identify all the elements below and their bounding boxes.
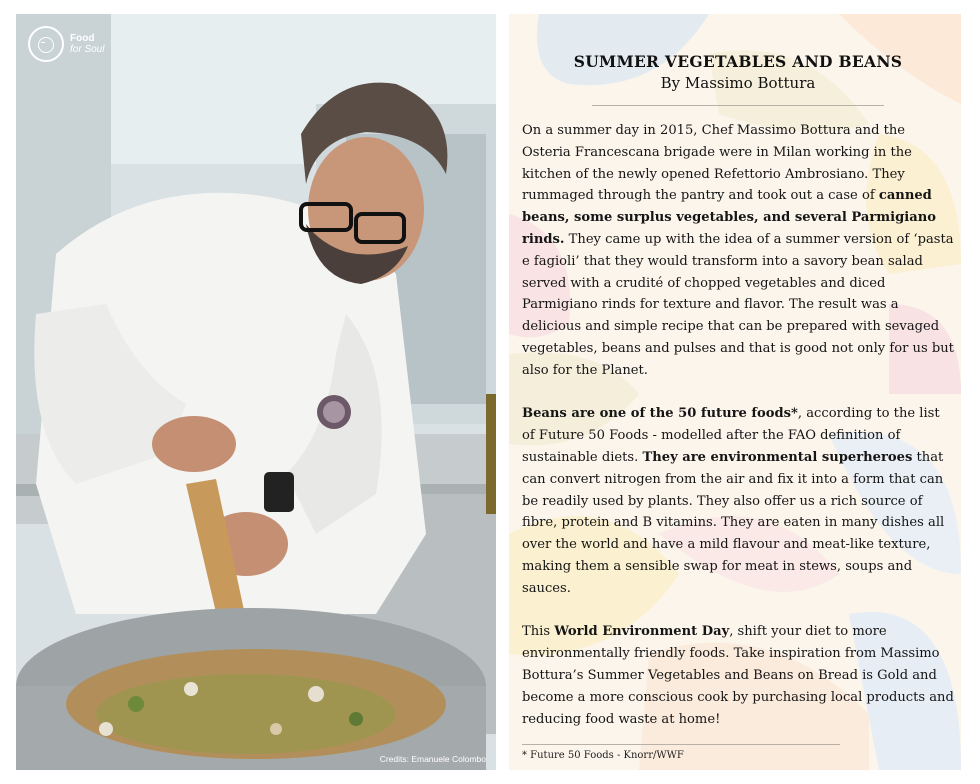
p1-text-a: On a summer day in 2015, Chef Massimo Bottura and the Osteria Francescana brigade were in Milan working in the kitchen of the newly opened Refettorio Ambrosiano. They rummaged through the pantry and took out a case of [522,123,912,204]
logo-text-line1: Food [70,33,95,44]
logo-text-line2: for Soul [70,44,105,55]
p2-bold-a: Beans are one of the 50 future foods* [522,406,798,422]
article-content [522,14,954,752]
title-divider [592,105,884,106]
paragraph-3 [522,621,954,730]
article-title: SUMMER VEGETABLES AND BEANS [573,52,903,71]
p3-text-b: , shift your diet to more environmentally friendly foods. Take inspiration from Massimo Bottura’s Summer Vegetables and Beans on Bread is Gold and become a more conscious cook by purchasing local products and reducing food waste at home! [522,624,954,727]
photo-credit: Credits: Emanuele Colombo [379,754,486,764]
p3-text-a: This [522,624,555,640]
p2-text-b: that can convert nitrogen from the air and fix it into a form that can be readily used by plants. They also offer us a rich source of fibre, protein and B vitamins. They are eaten in many dishes all over the world and have a mild flavour and meat-like texture, making them a sensible swap for meat in stews, soups and sauces. [522,449,945,596]
p1-bold: canned beans, some surplus vegetables, and several Parmigiano rinds. [522,188,936,247]
p1-text-b: They came up with the idea of a summer version of ‘pasta e fagioli’ that they would transform into a savory bean salad served with a crudité of chopped vegetables and diced Parmigiano rinds for texture and flavor. The result was a delicious and simple recipe that can be prepared with sevaged vegetables, beans and pulses and that is good not only for us but also for the Planet. [522,231,954,378]
p2-bold-b: They are environmental superheroes [642,449,913,465]
paragraph-2 [522,403,954,599]
paragraph-1 [522,120,954,382]
chef-photo [16,14,496,770]
footnote: * Future 50 Foods - Knorr/WWF [522,750,684,761]
footnote-divider [522,744,840,745]
article-panel [509,14,961,770]
food-for-soul-logo-icon [28,26,64,62]
article-author: By Massimo Bottura [660,74,816,92]
food-for-soul-logo [28,26,104,62]
chef-illustration [16,14,496,770]
p2-text-a: , according to the list of Future 50 Foods - modelled after the FAO definition of sustainable diets. [522,406,940,465]
p3-bold: World Environment Day [554,624,730,640]
